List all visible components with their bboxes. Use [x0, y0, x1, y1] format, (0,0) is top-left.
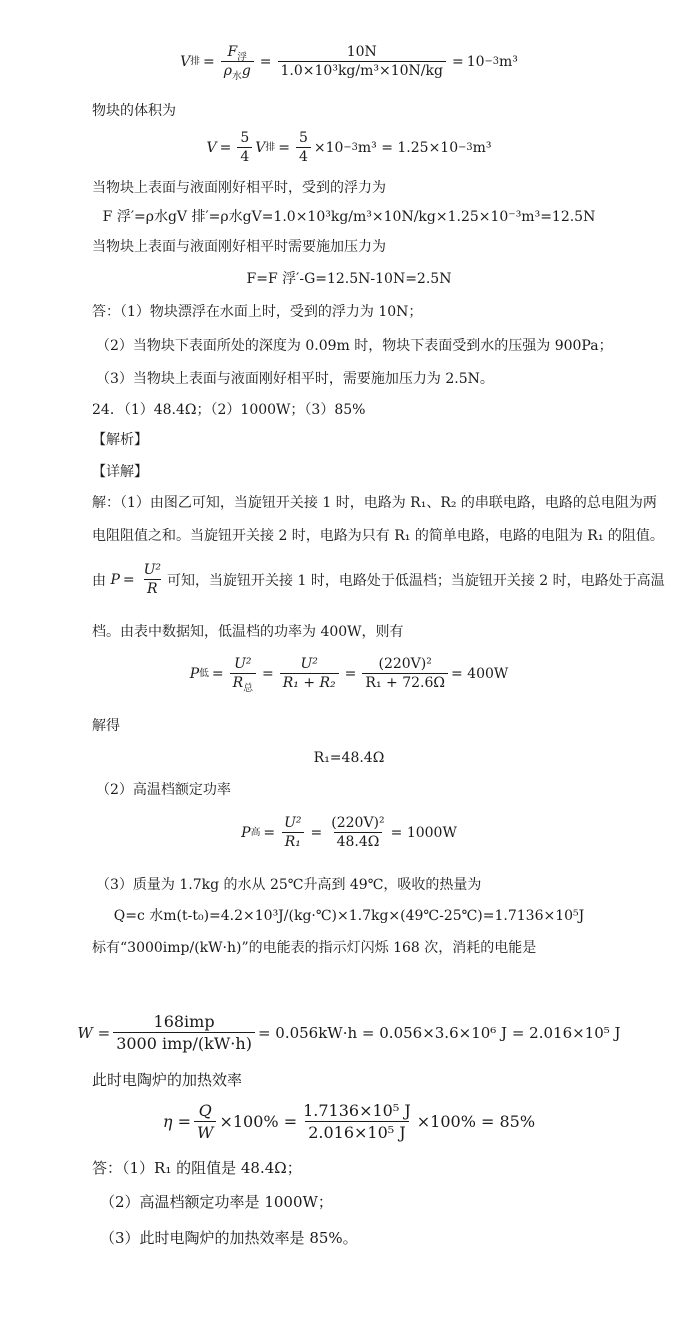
solution-line-4: 档。由表中数据知，低温档的功率为 400W，则有: [92, 624, 404, 640]
equation-v-displaced: V 排 = $\frac{F_浮}{\rho_水g}$ = $\frac{10N}{\text{1.0×10³kg/m³×10N/kg}}$ = 10 −3 m³: [180, 44, 518, 82]
equation-r1: R₁=48.4Ω: [313, 750, 385, 766]
solution-line-2: 电阻阻值之和。当旋钮开关接 2 时，电路为只有 R₁ 的简单电路，电路的电阻为 R₁ 的阻值。: [92, 528, 664, 544]
text-pressure-force: 当物块上表面与液面刚好相平时需要施加压力为: [92, 239, 386, 255]
part-3-heading: （3）质量为 1.7kg 的水从 25℃升高到 49℃，吸收的热量为: [96, 877, 482, 893]
final-answer-2: （2）高温档额定功率是 1000W；: [100, 1193, 333, 1211]
equation-low-power: P 低 = $\frac{\text{U²}}{R_总}$ = $\frac{\text{U²}}{\text{R₁ + R₂}}$ = $\frac{\text{(220V)²}}{\text{R₁ + 72.6Ω}}$ = 400W: [189, 656, 509, 694]
label-detail: 【详解】: [92, 464, 148, 480]
answer-3: （3）当物块上表面与液面刚好相平时，需要施加压力为 2.5N。: [96, 371, 494, 387]
equation-high-power: P 高 = $\frac{\text{U²}}{\text{R₁}}$ = $\frac{\text{(220V)²}}{48.4\Omega}$ = 1000W: [241, 815, 457, 850]
answer-2: （2）当物块下表面所处的深度为 0.09m 时，物块下表面受到水的压强为 900Pa；: [96, 338, 613, 354]
equation-energy: W = $\frac{\text{168imp}}{\text{3000 imp/(kW·h)}}$ = 0.056kW·h = 0.056×3.6×10⁶ J = 2.016×10⁵ J: [77, 1012, 621, 1053]
text-energy-meter: 标有“3000imp/(kW·h)”的电能表的指示灯闪烁 168 次，消耗的电能是: [92, 940, 537, 956]
final-answer-3: （3）此时电陶炉的加热效率是 85%。: [100, 1229, 358, 1247]
answer-1: 答：（1）物块漂浮在水面上时，受到的浮力为 10N；: [92, 304, 423, 320]
solution-line-3: 由 P = $\frac{\text{U²}}{R}$ 可知，当旋钮开关接 1 时，电路处于低温档；当旋钮开关接 2 时，电路处于高温: [92, 562, 665, 597]
final-answer-1: 答：（1）R₁ 的阻值是 48.4Ω；: [92, 1159, 302, 1177]
equation-pressure-force: F=F 浮′-G=12.5N-10N=2.5N: [246, 271, 452, 287]
text-solve: 解得: [92, 718, 120, 734]
fraction: $\frac{10N}{\text{1.0×10³kg/m³×10N/kg}}$: [278, 44, 446, 79]
equation-efficiency: η = $\frac{Q}{W}$ ×100% = $\frac{\text{1.7136×10⁵ J}}{\text{2.016×10⁵ J}}$ ×100% = 85%: [162, 1101, 536, 1142]
text-volume: 物块的体积为: [92, 103, 176, 119]
part-2-heading: （2）高温档额定功率: [96, 782, 231, 798]
text-buoyancy: 当物块上表面与液面刚好相平时，受到的浮力为: [92, 180, 386, 196]
equation-heat: Q=c 水m(t-t₀)=4.2×10³J/(kg·℃)×1.7kg×(49℃-25℃)=1.7136×10⁵J: [113, 908, 585, 924]
question-24-answer: 24．（1）48.4Ω；（2）1000W；（3）85%: [92, 402, 366, 418]
solution-line-1: 解：（1）由图乙可知，当旋钮开关接 1 时，电路为 R₁、R₂ 的串联电路，电路的总电阻为两: [92, 495, 657, 511]
fraction: $\frac{F_浮}{\rho_水g}$: [221, 44, 254, 79]
equation-buoyancy: F 浮′=ρ水gV 排′=ρ水gV=1.0×10³kg/m³×10N/kg×1.25×10⁻³m³=12.5N: [102, 209, 596, 225]
text-efficiency: 此时电陶炉的加热效率: [92, 1071, 243, 1089]
equation-volume: V = $\frac{5}{4}$ V 排 = $\frac{5}{4}$ ×10 −3 m³ = 1.25×10 −3 m³: [206, 130, 492, 165]
label-analysis: 【解析】: [92, 432, 148, 448]
